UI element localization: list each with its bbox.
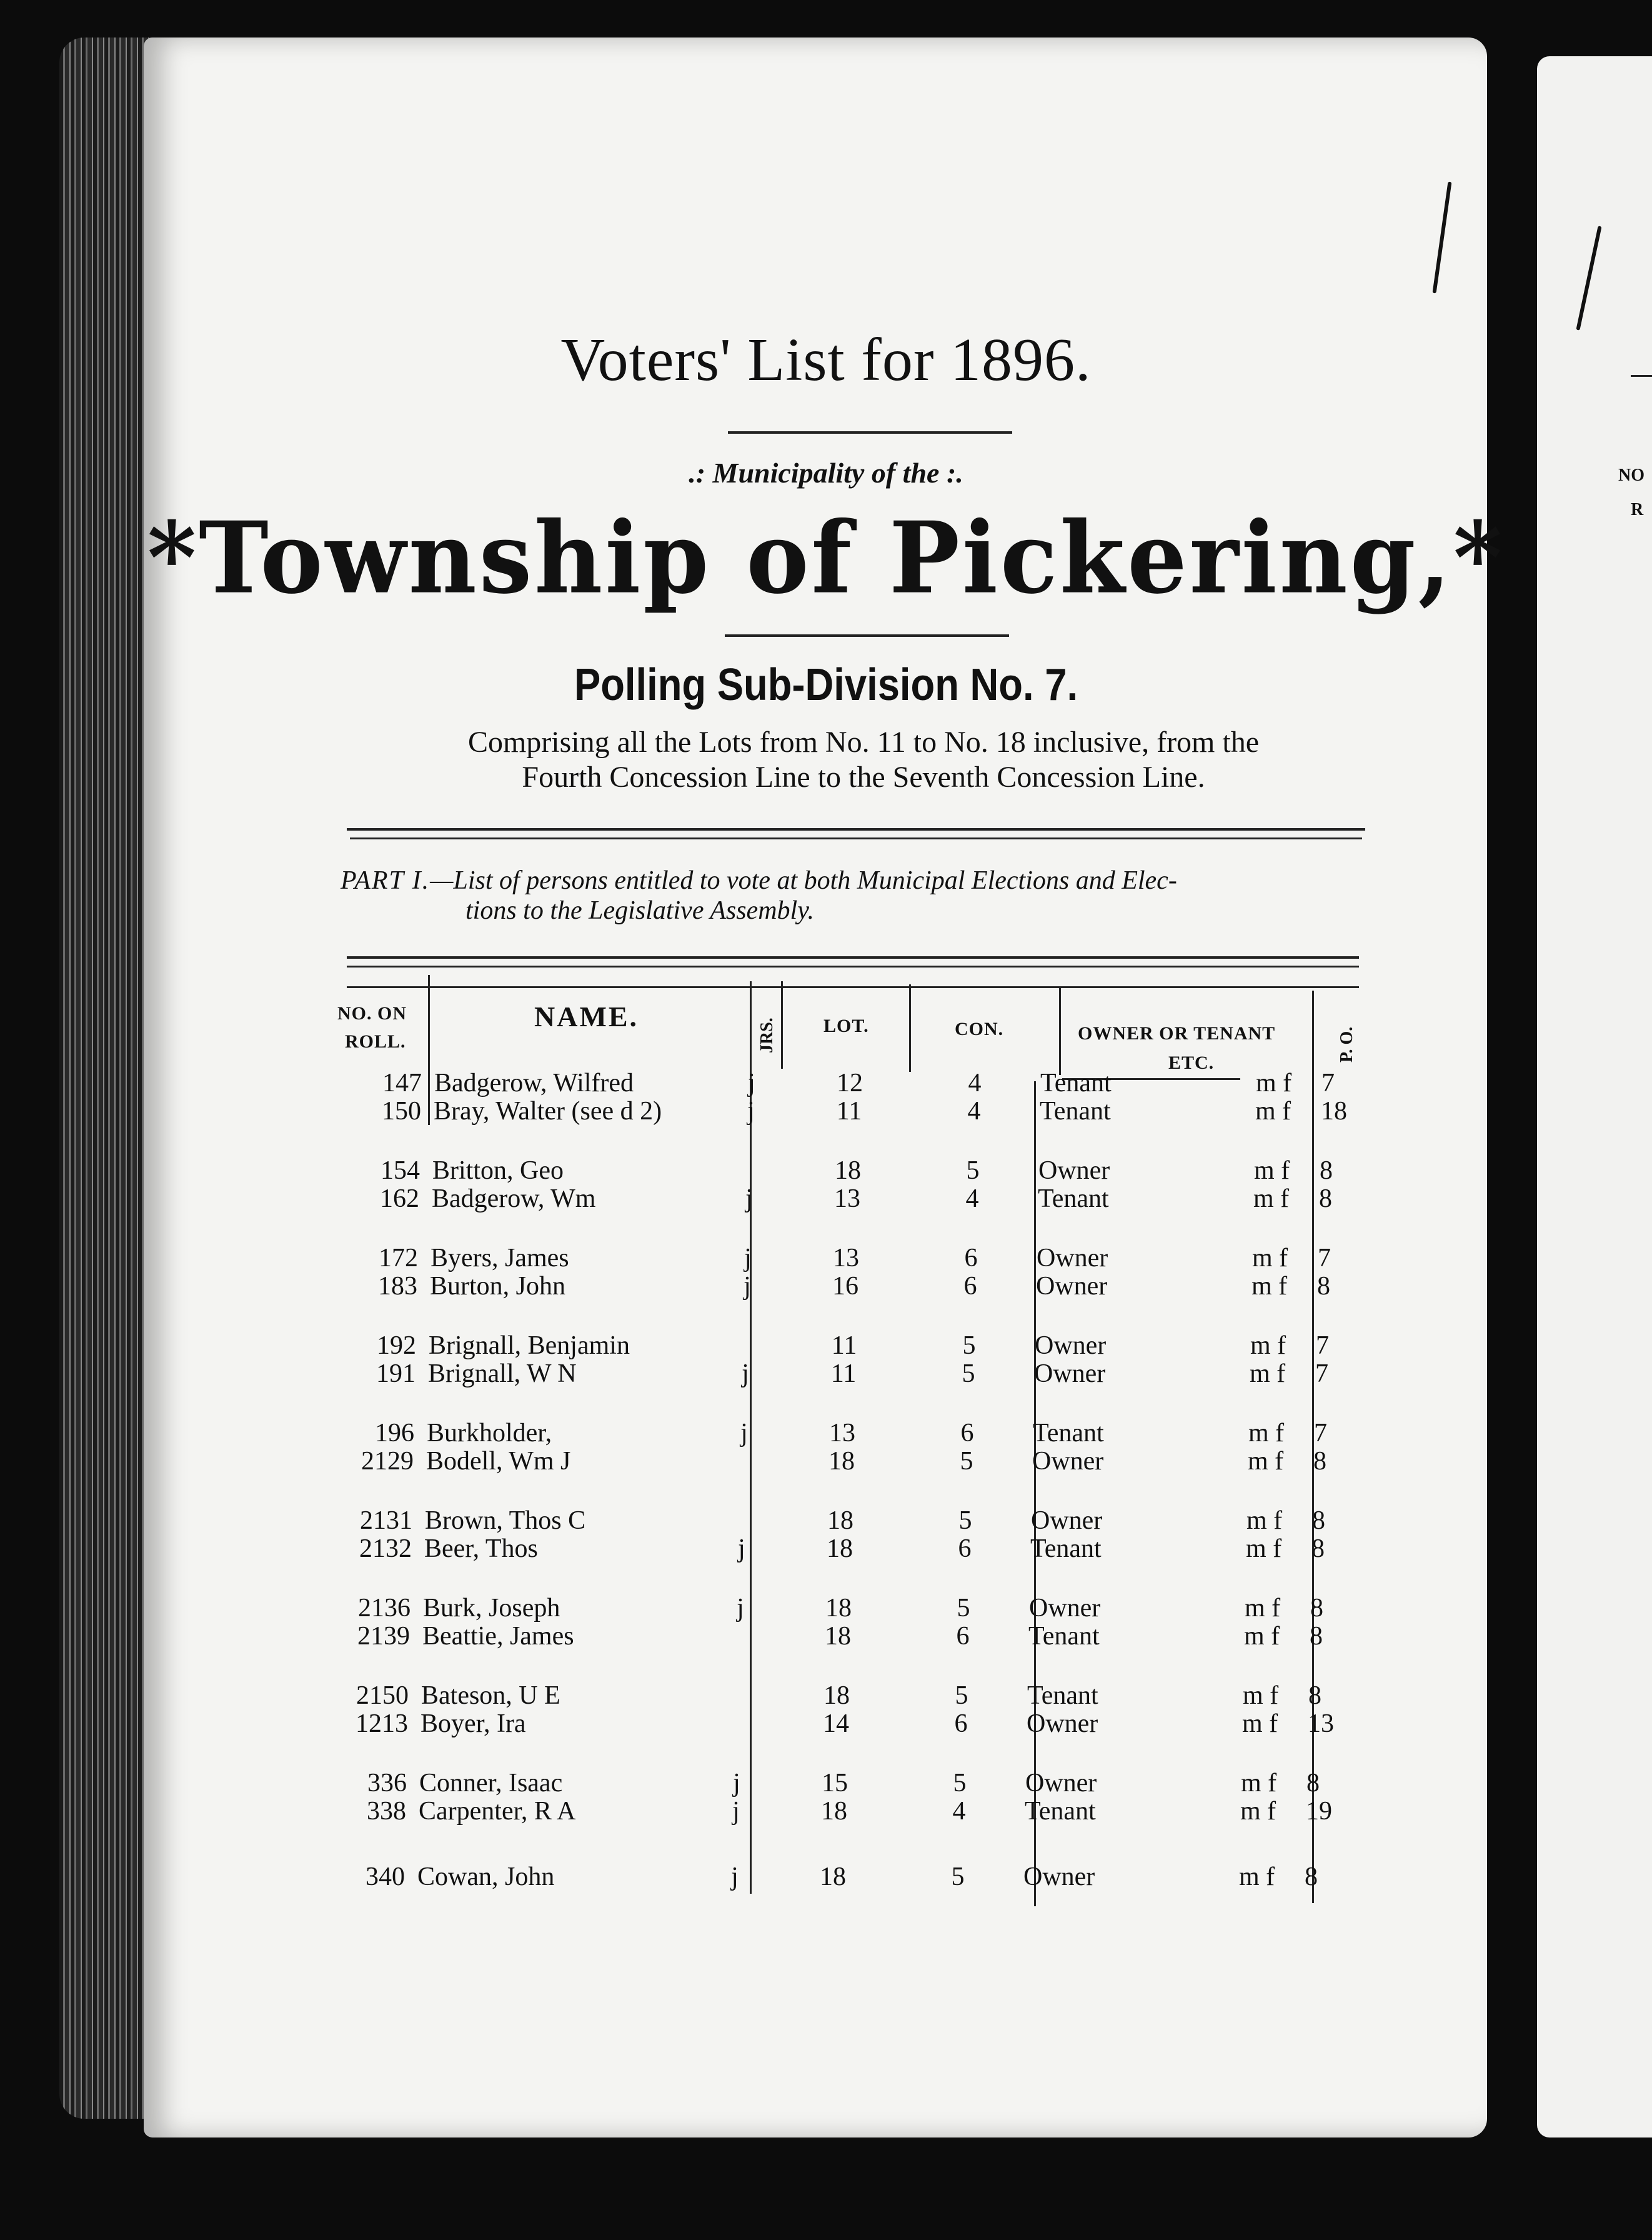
post-office: 8 — [1317, 1272, 1330, 1301]
concession-number: 5 — [957, 1594, 970, 1622]
mf-mark: m f — [1242, 1709, 1278, 1738]
roll-number: 196 — [375, 1419, 414, 1448]
post-office: 8 — [1305, 1862, 1318, 1891]
concession-number: 6 — [956, 1622, 970, 1651]
header-owner-1: OWNER OR TENANT — [1078, 1023, 1276, 1044]
voter-name: Burton, John — [430, 1272, 566, 1301]
part-text-2: tions to the Legislative Assembly. — [465, 896, 815, 925]
header-roll-2: ROLL. — [345, 1031, 406, 1052]
lot-number: 18 — [827, 1506, 853, 1535]
post-office: 8 — [1319, 1184, 1332, 1213]
ink-mark — [1576, 226, 1601, 331]
concession-number: 4 — [968, 1069, 982, 1098]
lot-number: 18 — [825, 1622, 851, 1651]
owner-tenant-status: Owner — [1032, 1447, 1104, 1476]
juror-mark: j — [732, 1797, 740, 1826]
owner-tenant-status: Owner — [1031, 1506, 1103, 1535]
mf-mark: m f — [1241, 1769, 1277, 1798]
municipality-line: .: Municipality of the :. — [689, 457, 963, 489]
roll-number: 192 — [377, 1331, 416, 1360]
lot-number: 14 — [823, 1709, 849, 1738]
post-office: 8 — [1320, 1156, 1333, 1185]
owner-tenant-status: Owner — [1035, 1331, 1107, 1360]
voter-name: Cowan, John — [417, 1862, 555, 1891]
concession-number: 6 — [960, 1419, 974, 1448]
column-divider — [909, 984, 911, 1072]
concession-number: 5 — [960, 1447, 973, 1476]
mf-mark: m f — [1254, 1156, 1290, 1185]
title-rule — [728, 431, 1012, 434]
mf-mark: m f — [1255, 1097, 1291, 1126]
roll-number: 172 — [379, 1244, 418, 1272]
post-office: 7 — [1318, 1244, 1331, 1272]
lot-number: 18 — [824, 1681, 850, 1710]
voter-name: Beer, Thos — [424, 1534, 538, 1563]
juror-mark: j — [744, 1272, 751, 1301]
owner-tenant-status: Tenant — [1040, 1097, 1111, 1126]
voter-name: Conner, Isaac — [419, 1769, 563, 1798]
owner-tenant-status: Tenant — [1040, 1069, 1112, 1098]
roll-number: 191 — [376, 1359, 415, 1388]
lot-number: 18 — [828, 1447, 855, 1476]
roll-number: 1213 — [356, 1709, 408, 1738]
concession-number: 5 — [962, 1359, 975, 1388]
lot-number: 13 — [834, 1184, 860, 1213]
mf-mark: m f — [1250, 1359, 1286, 1388]
lot-number: 13 — [829, 1419, 855, 1448]
adjacent-fragment-2: R — [1631, 500, 1644, 519]
post-office: 18 — [1321, 1097, 1347, 1126]
voter-name: Badgerow, Wilfred — [434, 1069, 634, 1098]
comprising-line-2: Fourth Concession Line to the Seventh Concession Line. — [522, 761, 1205, 794]
township-rule — [725, 634, 1009, 637]
mf-mark: m f — [1252, 1244, 1288, 1272]
header-po: P. O. — [1337, 1026, 1356, 1062]
roll-number: 338 — [367, 1797, 406, 1826]
part-text-1: —List of persons entitled to vote at both Municipal Elections and Elec- — [430, 866, 1177, 895]
mf-mark: m f — [1243, 1681, 1279, 1710]
double-rule-top — [347, 828, 1365, 831]
post-office: 8 — [1310, 1622, 1323, 1651]
juror-mark: j — [738, 1534, 745, 1563]
juror-mark: j — [742, 1359, 749, 1388]
roll-number: 150 — [382, 1097, 421, 1126]
voter-name: Byers, James — [430, 1244, 569, 1272]
post-office: 8 — [1311, 1534, 1325, 1563]
voter-name: Brignall, W N — [428, 1359, 577, 1388]
voter-name: Boyer, Ira — [420, 1709, 526, 1738]
header-owner-2: ETC. — [1168, 1052, 1215, 1073]
owner-tenant-status: Tenant — [1027, 1681, 1098, 1710]
header-name: NAME. — [534, 1001, 639, 1032]
owner-tenant-status: Owner — [1036, 1272, 1108, 1301]
juror-mark: j — [744, 1244, 752, 1272]
juror-mark: j — [748, 1069, 755, 1098]
roll-number: 2129 — [361, 1447, 414, 1476]
roll-number: 183 — [378, 1272, 417, 1301]
comprising-text — [0, 725, 1652, 795]
owner-tenant-status: Owner — [1023, 1862, 1095, 1891]
post-office: 7 — [1315, 1359, 1328, 1388]
mf-mark: m f — [1248, 1419, 1285, 1448]
post-office: 19 — [1306, 1797, 1332, 1826]
voter-name: Burk, Joseph — [423, 1594, 560, 1622]
roll-number: 340 — [366, 1862, 405, 1891]
owner-tenant-status: Owner — [1034, 1359, 1106, 1388]
lot-number: 15 — [822, 1769, 848, 1798]
roll-number: 162 — [380, 1184, 419, 1213]
owner-tenant-status: Tenant — [1038, 1184, 1109, 1213]
lot-number: 18 — [820, 1862, 846, 1891]
subdivision-heading: Polling Sub-Division No. 7. — [574, 660, 1078, 710]
township-heading: *Township of Pickering,* — [147, 500, 1505, 616]
roll-number: 2131 — [360, 1506, 412, 1535]
ink-mark — [1433, 181, 1452, 293]
roll-number: 154 — [381, 1156, 420, 1185]
concession-number: 4 — [952, 1797, 966, 1826]
table-rule-top-2 — [347, 966, 1359, 968]
juror-mark: j — [747, 1097, 755, 1126]
roll-number: 147 — [382, 1069, 422, 1098]
part-description — [341, 866, 1371, 926]
owner-tenant-status: Owner — [1025, 1769, 1097, 1798]
mf-mark: m f — [1244, 1622, 1280, 1651]
column-divider — [781, 981, 783, 1069]
post-office: 8 — [1313, 1447, 1326, 1476]
lot-number: 11 — [836, 1097, 862, 1126]
concession-number: 5 — [953, 1769, 967, 1798]
lot-number: 18 — [821, 1797, 847, 1826]
voter-name: Bateson, U E — [421, 1681, 560, 1710]
header-lot: LOT. — [824, 1016, 869, 1036]
lot-number: 13 — [833, 1244, 859, 1272]
header-roll-1: NO. ON — [337, 1003, 407, 1024]
juror-mark: j — [740, 1419, 748, 1448]
lot-number: 11 — [831, 1331, 857, 1360]
concession-number: 5 — [955, 1681, 968, 1710]
lot-number: 11 — [830, 1359, 857, 1388]
owner-tenant-status: Owner — [1037, 1244, 1108, 1272]
concession-number: 6 — [958, 1534, 972, 1563]
part-label: PART I. — [341, 866, 430, 895]
voter-name: Badgerow, Wm — [432, 1184, 596, 1213]
voter-name: Brignall, Benjamin — [429, 1331, 630, 1360]
lot-number: 16 — [832, 1272, 858, 1301]
column-divider — [1059, 988, 1061, 1075]
voter-name: Carpenter, R A — [419, 1797, 576, 1826]
roll-number: 2150 — [356, 1681, 409, 1710]
concession-number: 6 — [963, 1272, 977, 1301]
mf-mark: m f — [1246, 1534, 1282, 1563]
owner-tenant-status: Tenant — [1033, 1419, 1104, 1448]
table-header-rule — [347, 986, 1359, 988]
concession-number: 6 — [964, 1244, 978, 1272]
comprising-line-1: Comprising all the Lots from No. 11 to No. 18 inclusive, from the — [467, 726, 1260, 759]
owner-tenant-status: Owner — [1038, 1156, 1110, 1185]
juror-mark: j — [737, 1594, 744, 1622]
concession-number: 6 — [954, 1709, 968, 1738]
voter-name: Bodell, Wm J — [426, 1447, 571, 1476]
lot-number: 12 — [837, 1069, 863, 1098]
post-office: 13 — [1308, 1709, 1334, 1738]
owner-tenant-status: Owner — [1029, 1594, 1101, 1622]
lot-number: 18 — [835, 1156, 861, 1185]
mf-mark: m f — [1251, 1272, 1288, 1301]
owner-tenant-status: Tenant — [1025, 1797, 1096, 1826]
mf-mark: m f — [1239, 1862, 1275, 1891]
mf-mark: m f — [1256, 1069, 1292, 1098]
owner-tenant-status: Tenant — [1028, 1622, 1100, 1651]
mf-mark: m f — [1253, 1184, 1290, 1213]
column-divider — [428, 975, 430, 1125]
concession-number: 4 — [967, 1097, 981, 1126]
post-office: 7 — [1321, 1069, 1335, 1098]
roll-number: 2136 — [358, 1594, 411, 1622]
juror-mark: j — [733, 1769, 740, 1798]
post-office: 8 — [1308, 1681, 1321, 1710]
post-office: 8 — [1312, 1506, 1325, 1535]
document-title: Voters' List for 1896. — [560, 326, 1092, 394]
concession-number: 5 — [951, 1862, 965, 1891]
voter-name: Britton, Geo — [432, 1156, 564, 1185]
lot-number: 18 — [825, 1594, 852, 1622]
juror-mark: j — [731, 1862, 739, 1891]
adjacent-fragment-1: NO — [1618, 466, 1645, 485]
mf-mark: m f — [1248, 1447, 1284, 1476]
table-rule-top — [347, 956, 1359, 959]
post-office: 8 — [1310, 1594, 1323, 1622]
concession-number: 5 — [966, 1156, 980, 1185]
mf-mark: m f — [1246, 1506, 1283, 1535]
post-office: 7 — [1314, 1419, 1327, 1448]
voter-name: Bray, Walter (see d 2) — [434, 1097, 662, 1126]
roll-number: 336 — [367, 1769, 407, 1798]
voter-name: Burkholder, — [427, 1419, 552, 1448]
mf-mark: m f — [1250, 1331, 1286, 1360]
roll-number: 2139 — [357, 1622, 410, 1651]
concession-number: 4 — [965, 1184, 979, 1213]
double-rule-bottom — [350, 838, 1362, 839]
mf-mark: m f — [1245, 1594, 1281, 1622]
concession-number: 5 — [962, 1331, 976, 1360]
concession-number: 5 — [958, 1506, 972, 1535]
voter-name: Brown, Thos C — [425, 1506, 586, 1535]
juror-mark: j — [745, 1184, 753, 1213]
owner-tenant-status: Tenant — [1030, 1534, 1102, 1563]
owner-tenant-status: Owner — [1027, 1709, 1098, 1738]
mf-mark: m f — [1240, 1797, 1276, 1826]
roll-number: 2132 — [359, 1534, 412, 1563]
header-jrs: JRS. — [757, 1018, 777, 1053]
post-office: 7 — [1316, 1331, 1329, 1360]
header-con: CON. — [955, 1019, 1004, 1039]
post-office: 8 — [1306, 1769, 1320, 1798]
voter-name: Beattie, James — [422, 1622, 574, 1651]
lot-number: 18 — [827, 1534, 853, 1563]
